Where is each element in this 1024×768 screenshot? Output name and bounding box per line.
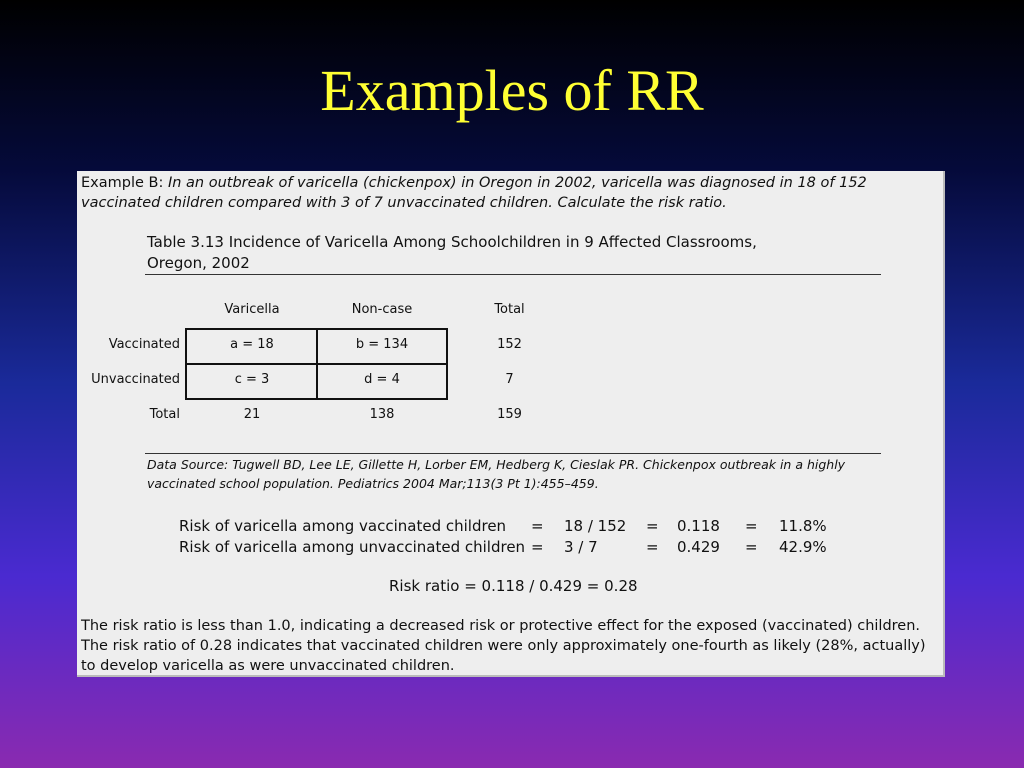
risk-vaccinated-eq1: = [531, 517, 544, 535]
example-label: Example B: [81, 175, 164, 191]
cell-total-non-case: 138 [369, 407, 395, 422]
header-varicella: Varicella [224, 302, 280, 317]
example-image-panel [77, 171, 945, 677]
conclusion-line3: to develop varicella as were unvaccinated children. [81, 658, 455, 674]
risk-unvaccinated-label: Risk of varicella among unvaccinated children [179, 538, 526, 556]
example-description [81, 173, 867, 213]
header-non-case: Non-case [351, 302, 413, 317]
risk-unvaccinated-fraction: 3 / 7 [564, 538, 598, 556]
cell-grand-total: 159 [497, 407, 522, 422]
row-label-unvaccinated: Unvaccinated [91, 372, 180, 387]
cell-a: a = 18 [230, 337, 274, 352]
risk-vaccinated-label: Risk of varicella among vaccinated children [179, 517, 507, 535]
conclusion-line1: The risk ratio is less than 1.0, indicating a decreased risk or protective effect for the exposed (vaccinated) children. [81, 618, 921, 634]
risk-vaccinated-eq3: = [745, 517, 758, 535]
risk-unvaccinated-eq3: = [745, 538, 758, 556]
example-text-line1: In an outbreak of varicella (chickenpox) in Oregon in 2002, varicella was diagnosed in 18 of 152 [167, 175, 867, 191]
risk-vaccinated-percent: 11.8% [779, 517, 827, 535]
data-source-line1: Data Source: Tugwell BD, Lee LE, Gillette H, Lorber EM, Hedberg K, Cieslak PR. Chickenpox outbreak in a highly [147, 457, 846, 472]
conclusion [81, 616, 926, 676]
table-bottom-rule [145, 453, 881, 454]
risk-unvaccinated-percent: 42.9% [779, 538, 827, 556]
row-label-total: Total [149, 407, 180, 422]
table-title-line2: Oregon, 2002 [147, 254, 250, 272]
cell-total-varicella: 21 [243, 407, 261, 422]
conclusion-line2: The risk ratio of 0.28 indicates that vaccinated children were only approximately one-fourth as likely (28%, actually) [81, 638, 926, 654]
risk-vaccinated-fraction: 18 / 152 [564, 517, 627, 535]
table-title-line1: Table 3.13 Incidence of Varicella Among Schoolchildren in 9 Affected Classrooms, [147, 233, 757, 251]
data-source [147, 455, 845, 493]
data-source-line2: vaccinated school population. Pediatrics 2004 Mar;113(3 Pt 1):455–459. [147, 476, 599, 491]
cell-c: c = 3 [234, 372, 270, 387]
risk-ratio-equation: Risk ratio = 0.118 / 0.429 = 0.28 [389, 577, 638, 595]
risk-unvaccinated-decimal: 0.429 [677, 538, 720, 556]
cell-total-unvaccinated: 7 [505, 372, 514, 387]
example-text-line2: vaccinated children compared with 3 of 7 unvaccinated children. Calculate the risk ratio. [81, 195, 727, 211]
risk-unvaccinated-eq1: = [531, 538, 544, 556]
table-top-rule [145, 274, 881, 275]
risk-vaccinated-decimal: 0.118 [677, 517, 720, 535]
table-title [147, 232, 757, 274]
risk-vaccinated-eq2: = [646, 517, 659, 535]
cell-total-vaccinated: 152 [497, 337, 522, 352]
risk-unvaccinated-eq2: = [646, 538, 659, 556]
header-total: Total [494, 302, 525, 317]
cell-b: b = 134 [355, 337, 409, 352]
slide-title: Examples of RR [320, 58, 704, 123]
cell-d: d = 4 [364, 372, 400, 387]
row-label-vaccinated: Vaccinated [108, 337, 180, 352]
